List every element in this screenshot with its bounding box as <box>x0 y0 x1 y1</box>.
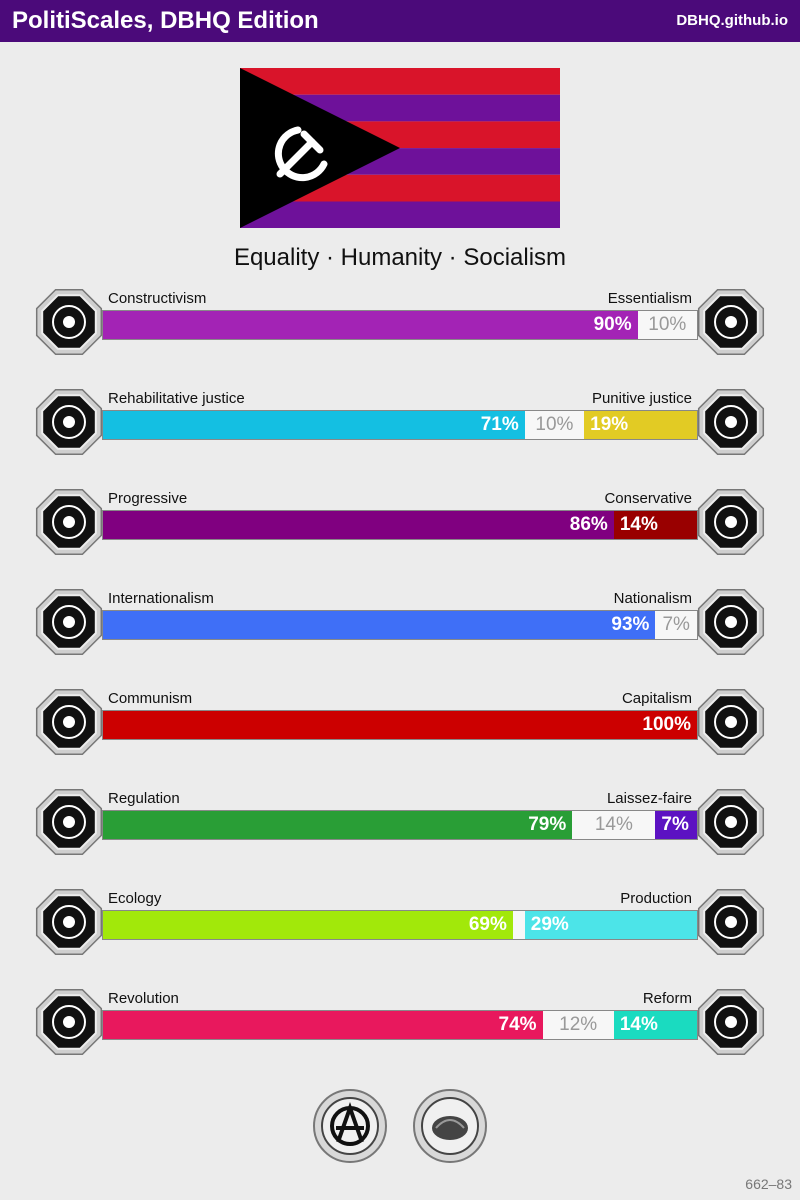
bar-left-segment: 86% <box>103 511 614 539</box>
flower-icon <box>695 286 767 358</box>
globe-icon <box>33 586 105 658</box>
axis-row <box>0 482 800 562</box>
axis-row <box>0 882 800 962</box>
axis-right-label: Laissez-faire <box>606 790 692 807</box>
bar-right-segment: 14% <box>614 1011 697 1039</box>
bar-left-segment: 79% <box>103 811 572 839</box>
eye-icon <box>33 286 105 358</box>
axis-bar <box>102 510 698 540</box>
butterfly-icon <box>695 786 767 858</box>
axis-right-label: Capitalism <box>621 690 692 707</box>
ruler-icon <box>33 786 105 858</box>
axis-left-label: Internationalism <box>108 590 214 607</box>
handshake-icon <box>33 386 105 458</box>
bar-neutral-segment: 7% <box>662 614 690 635</box>
header-bar <box>0 0 800 42</box>
bar-neutral-segment: 10% <box>535 414 574 435</box>
bar-neutral-segment: 10% <box>648 314 687 335</box>
axis-left-label: Progressive <box>108 490 188 507</box>
axis-left-label: Constructivism <box>108 290 207 307</box>
bar-left-segment: 90% <box>103 311 638 339</box>
axis-row <box>0 682 800 762</box>
pragmatism-seal-icon <box>412 1088 488 1169</box>
money-bag-icon <box>695 686 767 758</box>
axis-bar <box>102 610 698 640</box>
bar-right-segment: 29% <box>525 911 697 939</box>
axis-row <box>0 382 800 462</box>
axis-right-label: Reform <box>642 990 692 1007</box>
app-title: PolitiScales, DBHQ Edition <box>12 7 319 34</box>
rocket-icon <box>33 486 105 558</box>
bar-right-segment: 7% <box>655 811 697 839</box>
parliament-icon <box>695 986 767 1058</box>
bar-right-segment: 19% <box>584 411 697 439</box>
axis-right-label: Conservative <box>604 490 692 507</box>
anarchy-seal-icon <box>312 1088 388 1169</box>
gear-icon <box>695 886 767 958</box>
bar-left-segment: 74% <box>103 1011 543 1039</box>
axis-row <box>0 782 800 862</box>
quill-icon <box>695 486 767 558</box>
axis-bar <box>102 1010 698 1040</box>
axis-right-label: Essentialism <box>607 290 692 307</box>
site-link[interactable]: DBHQ.github.io <box>676 12 788 29</box>
result-code: 662–83 <box>745 1176 792 1192</box>
bar-left-segment: 69% <box>103 911 513 939</box>
axis-left-label: Communism <box>108 690 193 707</box>
axis-row <box>0 982 800 1062</box>
prison-bars-icon <box>695 386 767 458</box>
flag-image <box>240 68 560 228</box>
bar-neutral-segment: 12% <box>559 1014 598 1035</box>
bar-left-segment: 93% <box>103 611 655 639</box>
axis-row <box>0 582 800 662</box>
axis-left-label: Revolution <box>108 990 179 1007</box>
flag-icon <box>695 586 767 658</box>
axis-left-label: Ecology <box>108 890 162 907</box>
bar-right-segment: 14% <box>614 511 697 539</box>
bar-left-segment: 71% <box>103 411 525 439</box>
motto: Equality · Humanity · Socialism <box>233 244 567 271</box>
axis-bar <box>102 710 698 740</box>
hammer-sickle-icon <box>33 686 105 758</box>
axis-right-label: Punitive justice <box>591 390 692 407</box>
axis-left-label: Regulation <box>108 790 180 807</box>
axis-bar <box>102 410 698 440</box>
fist-icon <box>33 986 105 1058</box>
axis-right-label: Nationalism <box>613 590 692 607</box>
bar-left-segment: 100% <box>103 711 697 739</box>
axis-bar <box>102 910 698 940</box>
seedling-icon <box>33 886 105 958</box>
axis-bar <box>102 810 698 840</box>
bar-neutral-segment: 14% <box>594 814 633 835</box>
bar-neutral-segment <box>513 911 525 939</box>
axis-right-label: Production <box>620 890 692 907</box>
axis-bar <box>102 310 698 340</box>
axis-row <box>0 282 800 362</box>
axis-left-label: Rehabilitative justice <box>108 390 245 407</box>
